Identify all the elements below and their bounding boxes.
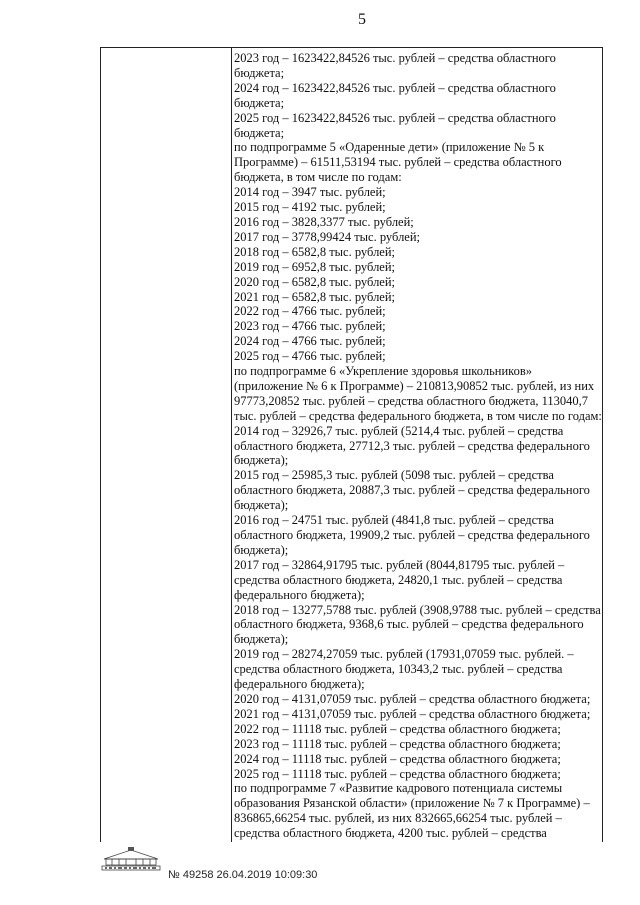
text-line: федерального бюджета); <box>234 587 365 602</box>
text-line: федерального бюджета); <box>234 677 365 692</box>
text-line: 2019 год – 6952,8 тыс. рублей; <box>234 259 396 274</box>
text-line: 2021 год – 6582,8 тыс. рублей; <box>234 289 396 304</box>
text-line: бюджета); <box>234 498 289 513</box>
text-line: 2018 год – 6582,8 тыс. рублей; <box>234 244 396 259</box>
text-line: 2019 год – 28274,27059 тыс. рублей (17931,07059 тыс. рублей. – <box>234 647 574 662</box>
text-line: 2024 год – 4766 тыс. рублей; <box>234 334 386 349</box>
text-line: по подпрограмме 5 «Одаренные дети» (приложение № 5 к <box>234 140 545 155</box>
page-number: 5 <box>358 11 366 28</box>
text-line: областного бюджета, 9368,6 тыс. рублей – средства федерального <box>234 617 584 632</box>
table-right-cell <box>232 48 602 842</box>
text-line: Программе) – 61511,53194 тыс. рублей – средства областного <box>234 155 562 170</box>
text-line: 2016 год – 3828,3377 тыс. рублей; <box>234 214 414 229</box>
text-line: 2023 год – 1623422,84526 тыс. рублей – средства областного <box>234 51 556 65</box>
registration-stamp: № 49258 26.04.2019 10:09:30 <box>168 869 318 881</box>
text-line: 2020 год – 6582,8 тыс. рублей; <box>234 274 396 289</box>
text-line: 2024 год – 1623422,84526 тыс. рублей – средства областного <box>234 80 556 95</box>
text-line: областного бюджета, 20887,3 тыс. рублей – средства федерального <box>234 483 590 498</box>
text-line: бюджета); <box>234 542 289 557</box>
text-line: бюджета; <box>234 65 285 80</box>
text-line: 2014 год – 3947 тыс. рублей; <box>234 185 386 200</box>
text-line: средства областного бюджета, 10343,2 тыс. рублей – средства <box>234 662 563 677</box>
text-line: 2015 год – 4192 тыс. рублей; <box>234 200 386 215</box>
text-line: бюджета); <box>234 453 289 468</box>
text-line: областного бюджета, 19909,2 тыс. рублей – средства федерального <box>234 528 590 542</box>
text-line: образования Рязанской области» (приложение № 7 к Программе) – <box>234 796 590 811</box>
text-line: 2020 год – 4131,07059 тыс. рублей – средства областного бюджета; <box>234 691 591 706</box>
budget-table <box>100 47 603 842</box>
text-line: 2018 год – 13277,5788 тыс. рублей (3908,9788 тыс. рублей – средства <box>234 602 601 617</box>
text-line: 2022 год – 11118 тыс. рублей – средства областного бюджета; <box>234 721 561 736</box>
text-line: 2017 год – 32864,91795 тыс. рублей (8044,81795 тыс. рублей – <box>234 557 565 572</box>
text-line: 2022 год – 4766 тыс. рублей; <box>234 304 386 319</box>
text-line: областного бюджета, 27712,3 тыс. рублей – средства федерального <box>234 438 590 453</box>
text-line: бюджета, в том числе по годам: <box>234 170 402 185</box>
text-line: 2023 год – 4766 тыс. рублей; <box>234 319 386 334</box>
text-line: 836865,66254 тыс. рублей, из них 832665,66254 тыс. рублей – <box>234 811 562 826</box>
text-line: бюджета; <box>234 95 285 110</box>
text-line: 2025 год – 4766 тыс. рублей; <box>234 349 386 364</box>
text-line: тыс. рублей – средства федерального бюджета, в том числе по годам: <box>234 408 602 423</box>
text-line: бюджета); <box>234 632 289 647</box>
text-line: бюджета; <box>234 125 285 140</box>
government-building-icon <box>100 846 162 872</box>
text-line: 2025 год – 1623422,84526 тыс. рублей – средства областного <box>234 110 556 125</box>
text-line: 2025 год – 11118 тыс. рублей – средства областного бюджета; <box>234 766 561 781</box>
text-line: (приложение № 6 к Программе) – 210813,90852 тыс. рублей, из них <box>234 378 595 393</box>
text-line: 2017 год – 3778,99424 тыс. рублей; <box>234 229 421 244</box>
text-line: по подпрограмме 7 «Развитие кадрового потенциала системы <box>234 781 563 796</box>
text-line: 2015 год – 25985,3 тыс. рублей (5098 тыс. рублей – средства <box>234 468 554 483</box>
text-line: средства областного бюджета, 4200 тыс. рублей – средства <box>234 826 547 841</box>
text-line: 2014 год – 32926,7 тыс. рублей (5214,4 тыс. рублей – средства <box>234 423 564 438</box>
text-line: 2021 год – 4131,07059 тыс. рублей – средства областного бюджета; <box>234 706 591 721</box>
text-line: по подпрограмме 6 «Укрепление здоровья школьников» <box>234 364 532 379</box>
table-left-cell <box>101 48 232 842</box>
text-line: 97773,20852 тыс. рублей – средства областного бюджета, 113040,7 <box>234 393 589 408</box>
text-line: 2023 год – 11118 тыс. рублей – средства областного бюджета; <box>234 736 561 751</box>
text-line: 2024 год – 11118 тыс. рублей – средства областного бюджета; <box>234 751 561 766</box>
text-line: 2016 год – 24751 тыс. рублей (4841,8 тыс. рублей – средства <box>234 513 554 528</box>
text-line: средства областного бюджета, 24820,1 тыс. рублей – средства <box>234 572 563 587</box>
